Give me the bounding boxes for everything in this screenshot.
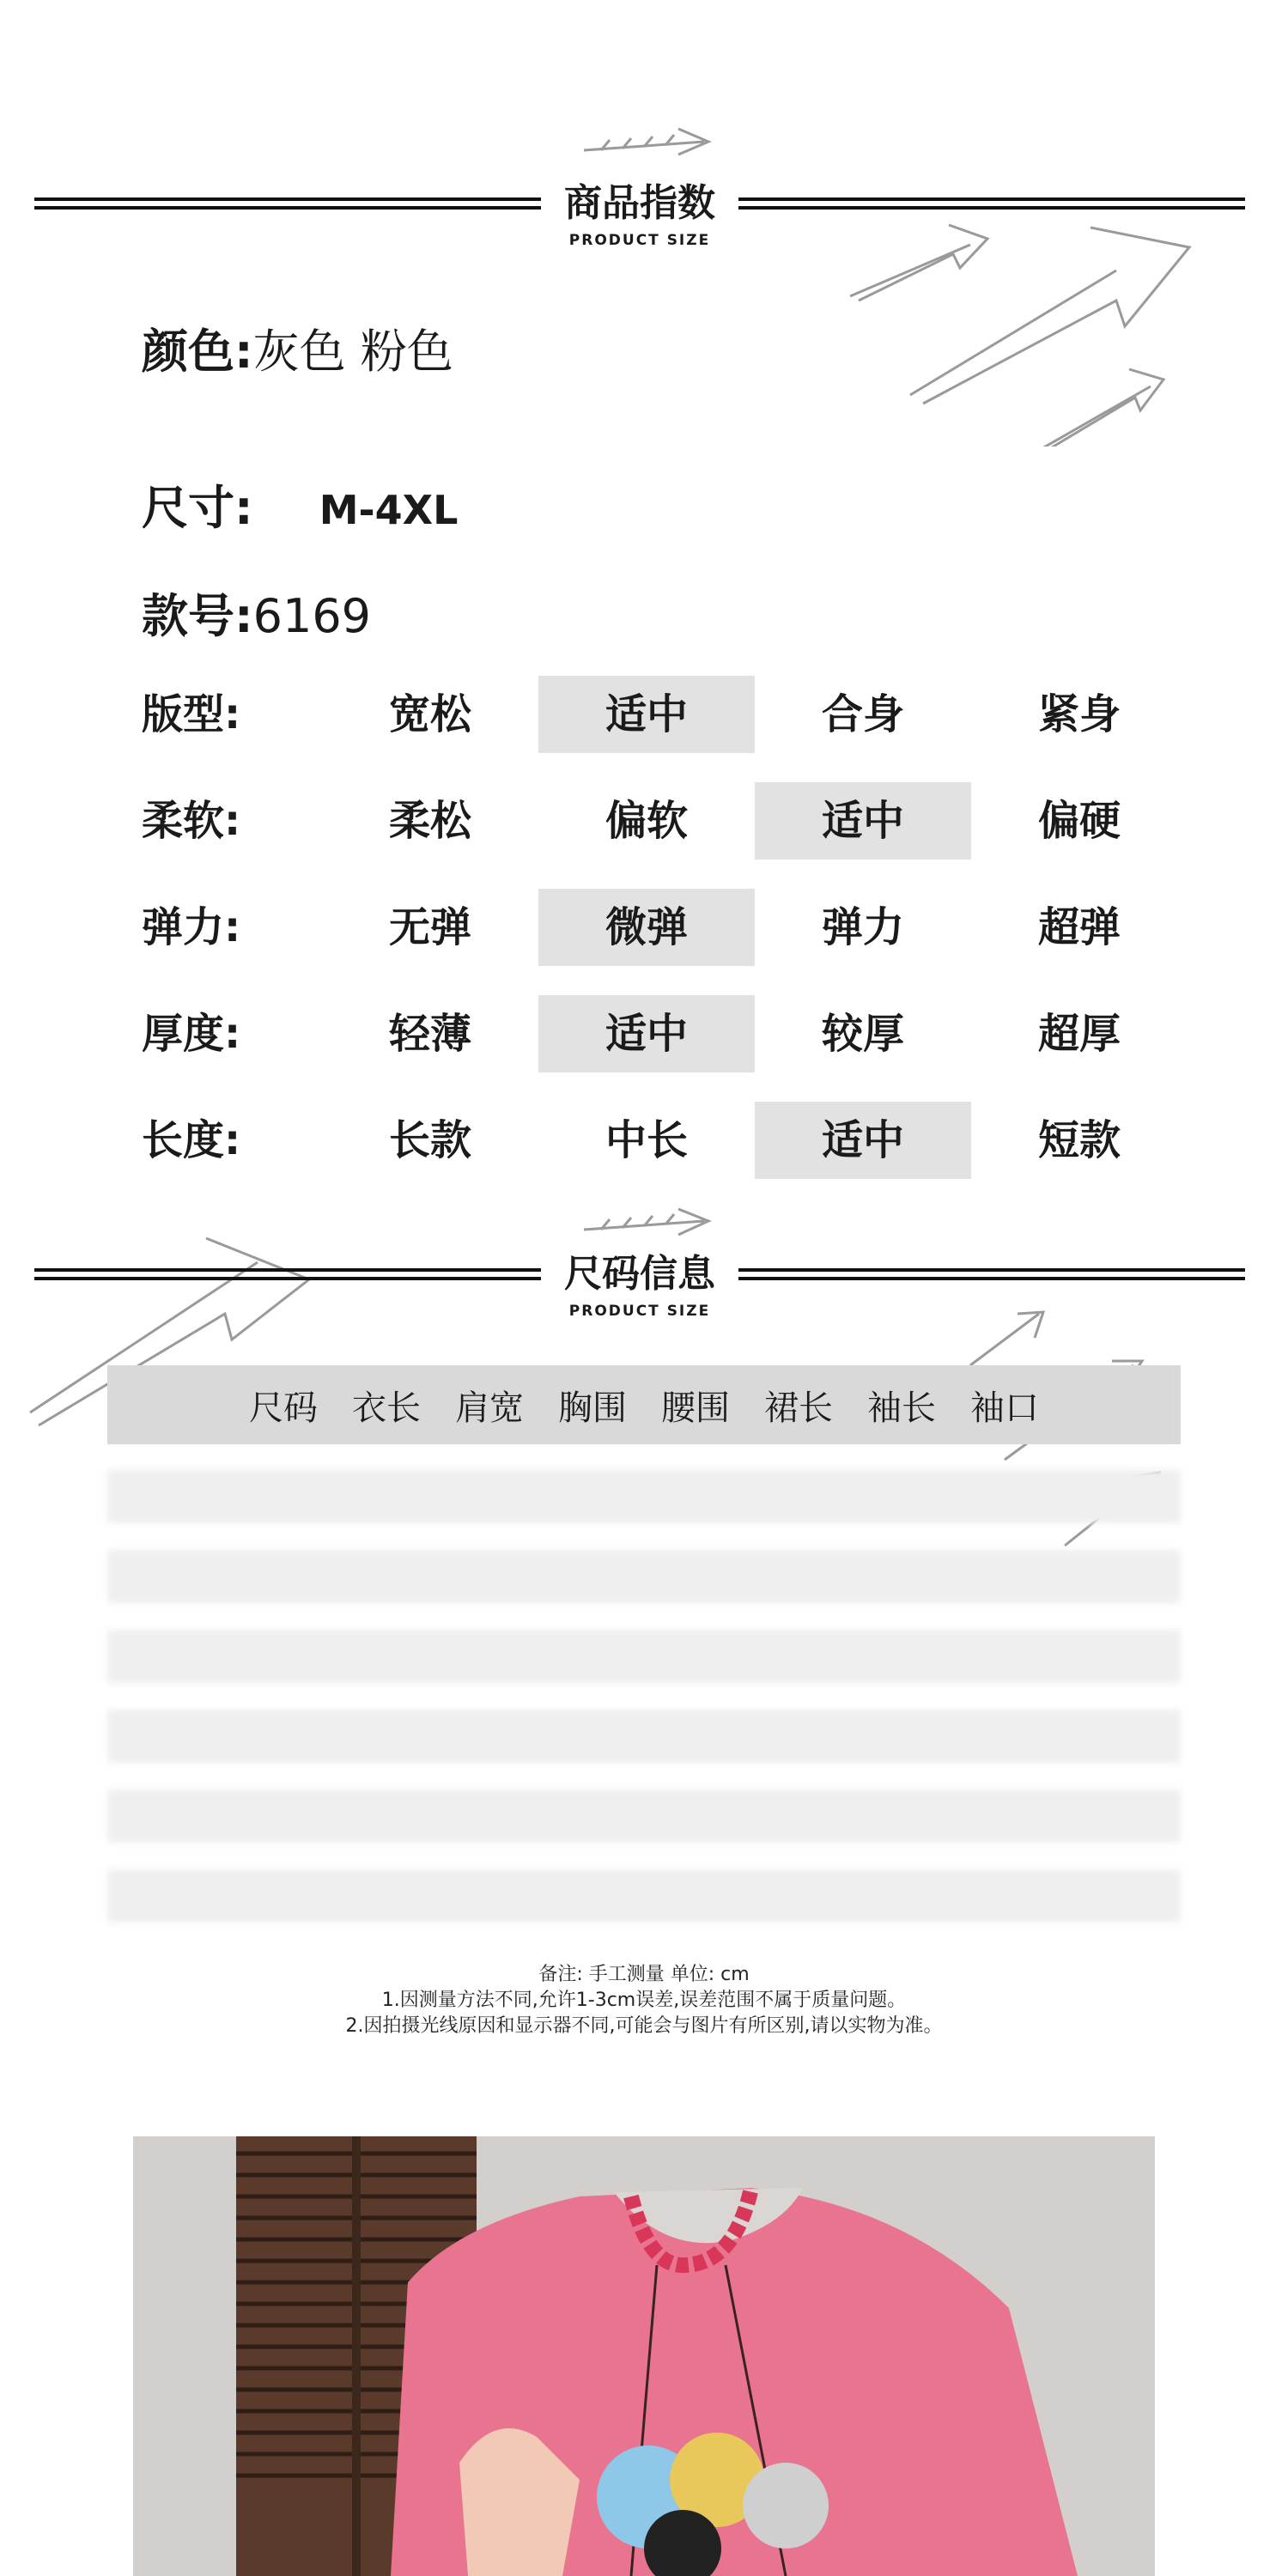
size-table-header [107,1365,1181,1444]
size-info-header [34,1249,1245,1320]
header-rule-left [34,197,541,210]
section-title: 商品指数 [564,181,715,225]
attribute-option: 适中 [538,676,755,753]
notes-line: 1.因测量方法不同,允许1-3cm误差,误差范围不属于质量问题。 [381,1990,907,2011]
attribute-row-fit [142,676,1172,753]
attribute-option: 较厚 [821,1010,904,1058]
size-column-header: 尺码 [249,1388,318,1428]
attribute-option: 柔松 [388,797,471,845]
section-subtitle: PRODUCT SIZE [568,232,711,249]
section-subtitle: PRODUCT SIZE [568,1303,711,1320]
header-rule-right [738,1268,1245,1280]
notes-line: 备注: 手工测量 单位: cm [538,1964,750,1985]
size-column-header: 肩宽 [455,1388,524,1428]
attribute-option: 偏软 [605,797,688,845]
size-column-header: 裙长 [764,1388,833,1428]
size-column-header: 衣长 [352,1388,421,1428]
size-table-row-blurred [107,1869,1181,1923]
attribute-option: 中长 [605,1116,688,1164]
attribute-row-length [142,1102,1172,1179]
model-photo-illustration [133,2136,1155,2576]
size-table-row-blurred [107,1550,1181,1603]
header-rule-left [34,1268,541,1280]
size-column-header: 袖口 [970,1388,1039,1428]
attribute-option: 轻薄 [388,1010,471,1058]
header-rule-right [738,197,1245,210]
size-info [142,478,458,540]
section-title: 尺码信息 [564,1252,715,1296]
attribute-label: 柔软: [142,797,241,845]
style-number-value: 6169 [252,589,372,643]
measurement-notes [0,1962,1288,2039]
attribute-option: 超弹 [1037,903,1121,951]
attribute-option: 合身 [821,690,904,738]
attribute-option: 适中 [538,995,755,1072]
product-index-header [34,179,1245,249]
size-table-row-blurred [107,1789,1181,1843]
attribute-label: 版型: [142,690,241,738]
attribute-row-thickness [142,995,1172,1072]
size-column-header: 袖长 [867,1388,936,1428]
attribute-option: 无弹 [388,903,471,951]
size-table-row-blurred [107,1710,1181,1763]
size-column-header: 腰围 [661,1388,730,1428]
size-table-row-blurred [107,1470,1181,1523]
attribute-option: 长款 [388,1116,471,1164]
attribute-option: 超厚 [1037,1010,1121,1058]
notes-line: 2.因拍摄光线原因和显示器不同,可能会与图片有所区别,请以实物为准。 [345,2015,943,2037]
style-number-info [142,586,371,647]
size-label: 尺寸: [142,481,253,535]
attribute-label: 厚度: [142,1010,241,1058]
style-number-label: 款号: [142,589,253,643]
attribute-option: 微弹 [538,889,755,966]
attribute-option: 适中 [755,1102,971,1179]
attribute-option: 紧身 [1037,690,1121,738]
attribute-option: 适中 [755,782,971,860]
color-label: 颜色: [142,325,253,379]
attribute-option: 宽松 [388,690,471,738]
color-value: 灰色 粉色 [252,325,453,379]
attribute-option: 短款 [1037,1116,1121,1164]
attribute-option: 偏硬 [1037,797,1121,845]
size-column-header: 胸围 [558,1388,627,1428]
attribute-label: 弹力: [142,903,241,951]
size-table-row-blurred [107,1630,1181,1683]
size-value: M-4XL [319,487,459,533]
attribute-label: 长度: [142,1116,241,1164]
color-info [142,322,453,382]
product-photo [133,2136,1155,2576]
attribute-option: 弹力 [821,903,904,951]
attribute-row-elasticity [142,889,1172,966]
attribute-row-softness [142,782,1172,860]
